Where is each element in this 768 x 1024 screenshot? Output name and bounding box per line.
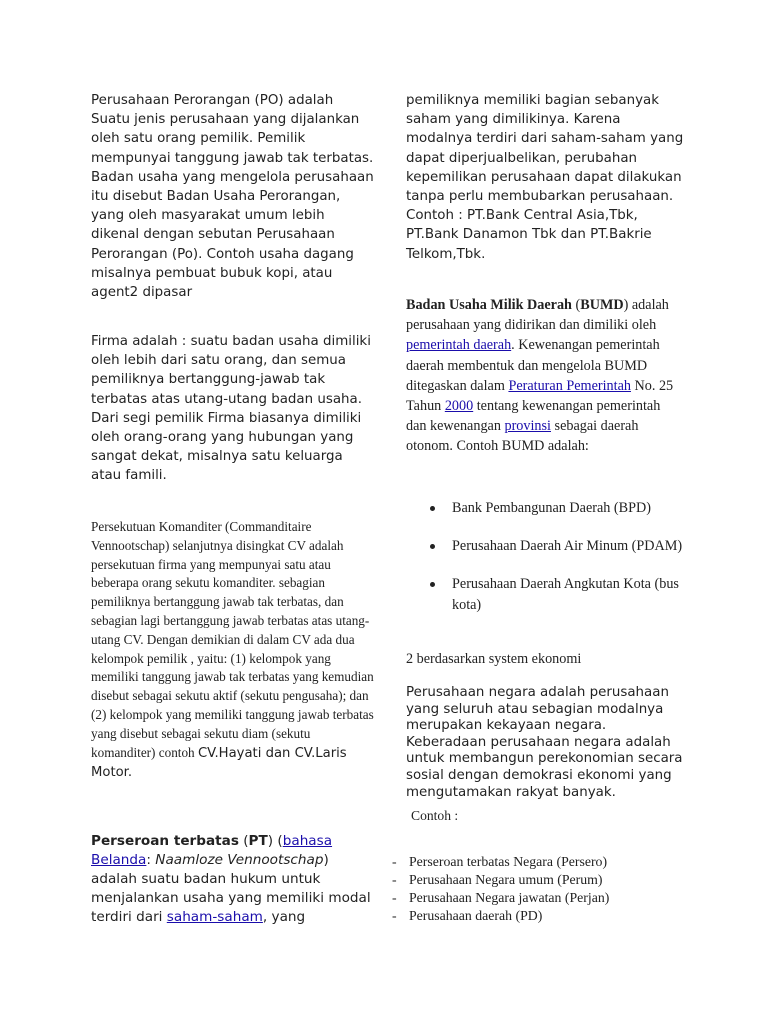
list-item — [406, 536, 684, 556]
contoh-list — [392, 853, 684, 925]
bumd-text-1: adalah perusahaan yang didirikan dan dimiliki oleh — [406, 297, 669, 334]
list-item-label: Bank Pembangunan Daerah (BPD) — [452, 500, 651, 516]
list-item-label: Perseroan terbatas Negara (Persero) — [409, 854, 608, 869]
list-item-label: Perusahaan Negara umum (Perum) — [409, 872, 603, 887]
pt-continuation-paragraph: pemiliknya memiliki bagian sebanyak saham yang dimilikinya. Karena modalnya terdiri dari saham-saham yang dapat diperjualbelikan, perubahan kepemilikan perusahaan dapat dilakukan tanpa perlu membubarkan perusahaan. Contoh : PT.Bank Central Asia,Tbk, PT.Bank Danamon Tbk dan PT.Bakrie Telkom,Tbk. — [406, 93, 684, 262]
dash-marker: - — [392, 908, 397, 923]
bullet-icon — [430, 544, 435, 549]
list-item — [392, 853, 684, 871]
pt-abbr: PT — [248, 833, 268, 849]
bahasa-belanda-link[interactable]: bahasa Belanda — [91, 833, 333, 868]
system-ekonomi-heading: 2 berdasarkan system ekonomi — [406, 651, 582, 667]
pt-tail: , yang — [262, 909, 306, 925]
firma-section — [91, 332, 376, 486]
firma-paragraph-2: Dari segi pemilik Firma biasanya dimiliki oleh orang-orang yang hubungan yang sangat dekat, misalnya satu keluarga atau famili. — [91, 410, 362, 484]
cv-paragraph — [91, 518, 376, 782]
bullet-icon — [430, 506, 435, 511]
list-item — [406, 498, 684, 518]
perusahaan-perorangan-paragraph: Perusahaan Perorangan (PO) adalah Suatu jenis perusahaan yang dijalankan oleh satu orang pemilik. Pemilik mempunyai tanggung jawab tak terbatas. Badan usaha yang mengelola perusahaan itu disebut Badan Usaha Perorangan, yang oleh masyarakat umum lebih dikenal dengan sebutan Perusahaan Perorangan (Po). Contoh usaha dagang misalnya pembuat bubuk kopi, atau agent2 dipasar — [91, 93, 374, 301]
pt-colon: : — [146, 852, 156, 868]
dash-marker: - — [392, 854, 397, 869]
bumd-text-2: . Kewenangan pemerintah daerah membentuk dan mengelola BUMD ditegaskan dalam — [406, 337, 660, 394]
provinsi-link[interactable]: provinsi — [504, 418, 551, 435]
list-item-label: Perusahaan daerah (PD) — [409, 908, 543, 923]
pt-title: Perseroan terbatas — [91, 833, 239, 849]
list-item — [392, 871, 684, 889]
pemerintah-daerah-link[interactable]: pemerintah daerah — [406, 337, 512, 354]
contoh-label: Contoh : — [411, 808, 459, 823]
peraturan-pemerintah-link[interactable]: Peraturan Pemerintah — [508, 377, 631, 394]
firma-paragraph-1: Firma adalah : suatu badan usaha dimiliki oleh lebih dari satu orang, dan semua pemiliknya bertanggung-jawab tak terbatas atas utang-utang badan usaha. — [91, 334, 371, 407]
dash-marker: - — [392, 872, 397, 887]
cv-text: Persekutuan Komanditer (Commanditaire Vennootschap) selanjutnya disingkat CV adalah persekutuan firma yang mempunyai satu atau beberapa orang sekutu komanditer. sebagian pemiliknya bertanggung jawab tak terbatas, dan sebagian lagi bertanggung jawab terbatas atas utang-utang CV. Dengan demikian di dalam CV ada dua kelompok pemilik , yaitu: (1) kelompok yang memiliki tanggung jawab tak terbatas yang kemudian disebut sebagai sekutu aktif (sekutu pengusaha); dan (2) kelompok yang memiliki tanggung jawab terbatas yang disebut sebagai sekutu diam (sekutu komanditer) contoh — [91, 519, 374, 760]
pt-body: ) adalah suatu badan hukum untuk menjalankan usaha yang memiliki modal terdiri dari — [91, 852, 371, 925]
bumd-text-3: No. 25 Tahun — [406, 377, 674, 415]
year-2000-link[interactable]: 2000 — [444, 398, 474, 415]
list-item-label: Perusahaan Daerah Angkutan Kota (bus kota) — [452, 576, 679, 613]
cv-examples: CV.Hayati dan CV.Laris Motor. — [91, 745, 347, 780]
bumd-list — [406, 498, 684, 615]
list-item — [392, 889, 684, 907]
perusahaan-negara-paragraph: Perusahaan negara adalah perusahaan yang seluruh atau sebagian modalnya merupakan kekayaan negara. Keberadaan perusahaan negara adalah untuk membangun perekonomian secara sosial dengan demokrasi ekonomi yang mengutamakan rakyat banyak. — [406, 685, 683, 800]
list-item — [392, 907, 684, 925]
bumd-abbr: BUMD — [580, 297, 624, 313]
bumd-text-5: sebagai daerah otonom. Contoh BUMD adalah: — [406, 418, 639, 455]
dash-marker: - — [392, 890, 397, 905]
list-item-label: Perusahaan Daerah Air Minum (PDAM) — [452, 538, 683, 555]
bumd-paragraph: Badan Usaha Milik Daerah (BUMD) adalah perusahaan yang didirikan dan dimiliki oleh pemerintah daerah. Kewenangan pemerintah daerah membentuk dan mengelola BUMD ditegaskan dalam Peraturan Pemerintah No. 25 Tahun 2000 tentang kewenangan pemerintah dan kewenangan provinsi sebagai daerah otonom. Contoh BUMD adalah: — [406, 297, 674, 455]
bullet-icon — [430, 582, 435, 587]
bumd-title: Badan Usaha Milik Daerah — [406, 297, 572, 313]
pt-dutch-name: Naamloze Vennootschap — [155, 852, 324, 868]
bumd-text-4: tentang kewenangan pemerintah dan kewenangan — [406, 398, 661, 435]
list-item-label: Perusahaan Negara jawatan (Perjan) — [409, 890, 610, 905]
list-item — [406, 574, 684, 614]
pt-paragraph: Perseroan terbatas (PT) (bahasa Belanda: Naamloze Vennootschap) adalah suatu badan hukum untuk menjalankan usaha yang memiliki modal terdiri dari saham-saham, yang — [91, 833, 371, 925]
saham-saham-link[interactable]: saham-saham — [166, 909, 263, 925]
